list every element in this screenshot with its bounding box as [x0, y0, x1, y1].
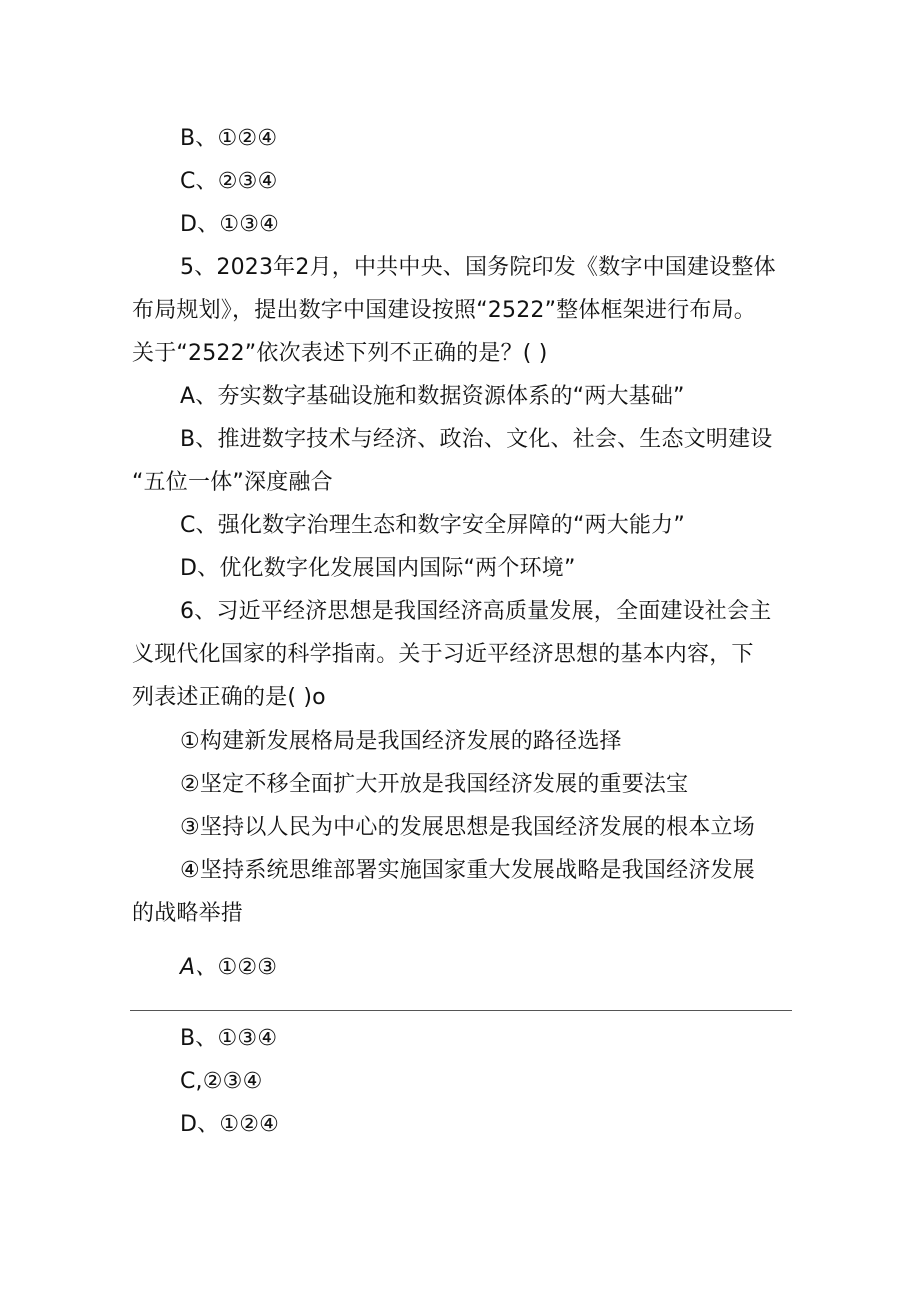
- question-6-statement-4: ④坚持系统思维部署实施国家重大发展战略是我国经济发展: [180, 858, 755, 883]
- question-5-option-a: A、夯实数字基础设施和数据资源体系的“两大基础”: [180, 384, 685, 409]
- question-5-option-d: D、优化数字化发展国内国际“两个环境”: [180, 556, 576, 581]
- page-divider: [130, 1010, 792, 1011]
- question-6-option-d: D、①②④: [180, 1112, 280, 1137]
- question-5-option-b-cont: “五位一体”深度融合: [132, 470, 333, 495]
- question-5-option-b: B、推进数字技术与经济、政治、文化、社会、生态文明建设: [180, 427, 773, 452]
- question-6-line-2: 义现代化国家的科学指南。关于习近平经济思想的基本内容，下: [132, 642, 754, 667]
- question-5-line-2: 布局规划》，提出数字中国建设按照“2522”整体框架进行布局。: [132, 298, 756, 323]
- option-b-prev: B、①②④: [180, 126, 278, 151]
- question-5-option-c: C、强化数字治理生态和数字安全屏障的“两大能力”: [180, 513, 685, 538]
- question-6-option-a: A、①②③: [180, 955, 278, 980]
- question-6-statement-2: ②坚定不移全面扩大开放是我国经济发展的重要法宝: [180, 772, 689, 797]
- option-c-prev: C、②③④: [180, 169, 278, 194]
- option-d-prev: D、①③④: [180, 212, 280, 237]
- question-6-statement-4-cont: 的战略举措: [132, 901, 244, 926]
- question-6-option-c: C,②③④: [180, 1069, 263, 1094]
- question-6-option-b: B、①③④: [180, 1026, 278, 1051]
- question-6-statement-3: ③坚持以人民为中心的发展思想是我国经济发展的根本立场: [180, 815, 755, 840]
- question-5-line-3: 关于“2522”依次表述下列不正确的是？( ): [132, 341, 548, 366]
- question-6-line-1: 6、习近平经济思想是我国经济高质量发展，全面建设社会主: [180, 599, 772, 624]
- question-5-line-1: 5、2023年2月，中共中央、国务院印发《数字中国建设整体: [180, 255, 776, 280]
- question-6-statement-1: ①构建新发展格局是我国经济发展的路径选择: [180, 729, 622, 754]
- question-6-line-3: 列表述正确的是( )o: [132, 685, 326, 710]
